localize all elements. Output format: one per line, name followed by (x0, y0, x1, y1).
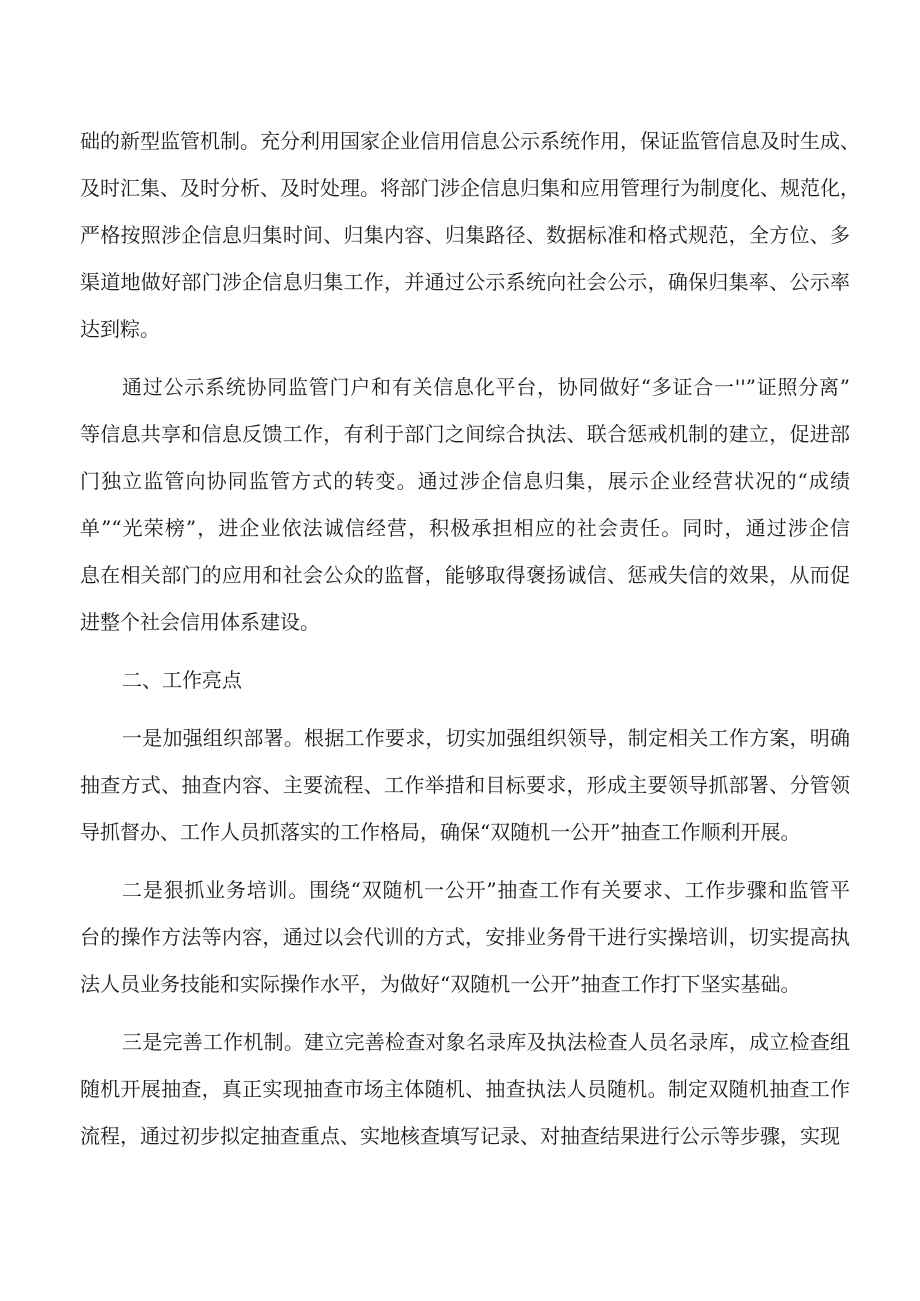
paragraph-line: 严格按照涉企信息归集时间、归集内容、归集路径、数据标准和格式规范，全方位、多 (80, 223, 850, 247)
paragraph-line: 导抓督办、工作人员抓落实的工作格局，确保“双随机一公开”抽查工作顺利开展。 (80, 820, 801, 844)
paragraph (80, 657, 850, 704)
paragraph-spacer (80, 353, 850, 364)
paragraph-line: 单”“光荣榜”，进企业依法诚信经营，积极承担相应的社会责任。同时，通过涉企信 (80, 516, 850, 540)
paragraph-spacer (80, 856, 850, 867)
paragraph-line: 流程，通过初步拟定抽查重点、实地核查填写记录、对抽查结果进行公示等步骤，实现 (80, 1124, 840, 1148)
paragraph-line: 础的新型监管机制。充分利用国家企业信用信息公示系统作用，保证监管信息及时生成、 (80, 129, 860, 153)
paragraph-spacer (80, 646, 850, 657)
paragraph (80, 364, 850, 646)
paragraph-line: 渠道地做好部门涉企信息归集工作，并通过公示系统向社会公示，确保归集率、公示率 (80, 270, 850, 294)
paragraph-line: 随机开展抽查，真正实现抽查市场主体随机、抽查执法人员随机。制定双随机抽查工作 (80, 1077, 850, 1101)
paragraph-line: 息在相关部门的应用和社会公众的监督，能够取得褒扬诚信、惩戒失信的效果，从而促 (80, 563, 850, 587)
paragraph-spacer (80, 1008, 850, 1019)
paragraph-line: 二是狠抓业务培训。围绕“双随机一公开”抽查工作有关要求、工作步骤和监管平 (122, 878, 850, 902)
paragraph-line: 通过公示系统协同监管门户和有关信息化平台，协同做好“多证合一''”证照分离” (122, 375, 850, 399)
document-body (80, 118, 860, 1160)
paragraph-line: 三是完善工作机制。建立完善检查对象名录库及执法检查人员名录库，成立检查组 (122, 1030, 850, 1054)
paragraph (80, 118, 860, 353)
paragraph-line: 门独立监管向协同监管方式的转变。通过涉企信息归集，展示企业经营状况的“成绩 (80, 469, 850, 493)
paragraph-line: 达到粽。 (80, 317, 160, 341)
paragraph-line: 等信息共享和信息反馈工作，有利于部门之间综合执法、联合惩戒机制的建立，促进部 (80, 422, 850, 446)
paragraph-line: 法人员业务技能和实际操作水平，为做好“双随机一公开”抽查工作打下坚实基础。 (80, 972, 801, 996)
paragraph-line: 抽查方式、抽查内容、主要流程、工作举措和目标要求，形成主要领导抓部署、分管领 (80, 773, 850, 797)
paragraph-line: 二、工作亮点 (122, 668, 242, 692)
paragraph-line: 及时汇集、及时分析、及时处理。将部门涉企信息归集和应用管理行为制度化、规范化， (80, 176, 860, 200)
paragraph-spacer (80, 704, 850, 715)
paragraph (80, 1019, 850, 1160)
paragraph (80, 715, 850, 856)
paragraph-line: 一是加强组织部署。根据工作要求，切实加强组织领导，制定相关工作方案，明确 (122, 726, 850, 750)
paragraph-line: 台的操作方法等内容，通过以会代训的方式，安排业务骨干进行实操培训，切实提高执 (80, 925, 850, 949)
paragraph (80, 867, 850, 1008)
paragraph-line: 进整个社会信用体系建设。 (80, 610, 320, 634)
